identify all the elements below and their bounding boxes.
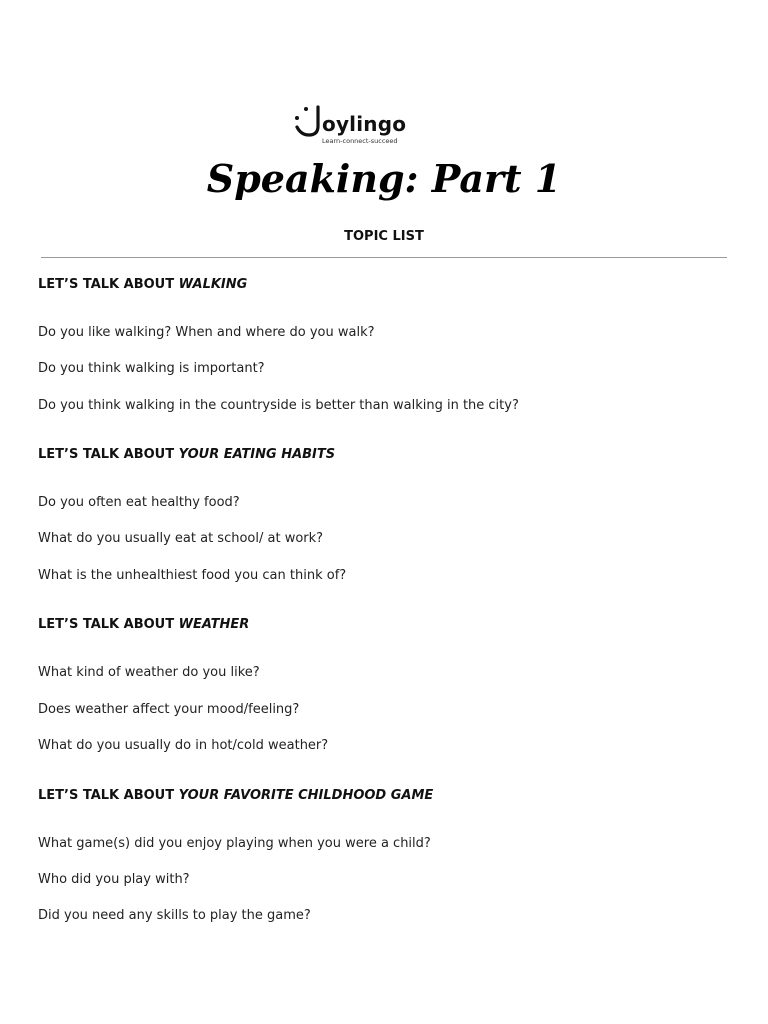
section-topic: WEATHER <box>178 617 250 632</box>
question-item: Do you often eat healthy food? <box>38 495 240 510</box>
section-heading-walking: LET’S TALK ABOUT WALKING <box>38 277 248 292</box>
question-item: What do you usually eat at school/ at work? <box>38 531 324 546</box>
question-item: Who did you play with? <box>38 872 190 887</box>
section-heading-eating-habits: LET’S TALK ABOUT YOUR EATING HABITS <box>38 447 336 462</box>
logo-tagline: Learn-connect-succeed <box>322 137 398 145</box>
section-topic: YOUR EATING HABITS <box>178 447 336 462</box>
page-title: Speaking: Part 1 <box>206 156 562 201</box>
question-item: What kind of weather do you like? <box>38 665 260 680</box>
section-heading-weather: LET’S TALK ABOUT WEATHER <box>38 617 250 632</box>
logo-wordmark: oylingo <box>322 112 407 136</box>
question-item: Did you need any skills to play the game? <box>38 908 311 923</box>
question-item: What game(s) did you enjoy playing when you were a child? <box>38 836 431 851</box>
section-heading-childhood-game: LET’S TALK ABOUT YOUR FAVORITE CHILDHOOD GAME <box>38 788 434 803</box>
logo <box>294 104 424 148</box>
page-subtitle: TOPIC LIST <box>344 229 424 244</box>
question-item: Do you think walking in the countryside is better than walking in the city? <box>38 398 519 413</box>
question-item: Do you think walking is important? <box>38 361 265 376</box>
section-topic: WALKING <box>178 277 248 292</box>
question-item: What do you usually do in hot/cold weather? <box>38 738 329 753</box>
divider <box>41 257 727 258</box>
question-item: Does weather affect your mood/feeling? <box>38 702 300 717</box>
question-item: What is the unhealthiest food you can think of? <box>38 568 347 583</box>
question-item: Do you like walking? When and where do you walk? <box>38 325 375 340</box>
section-topic: YOUR FAVORITE CHILDHOOD GAME <box>178 788 434 803</box>
